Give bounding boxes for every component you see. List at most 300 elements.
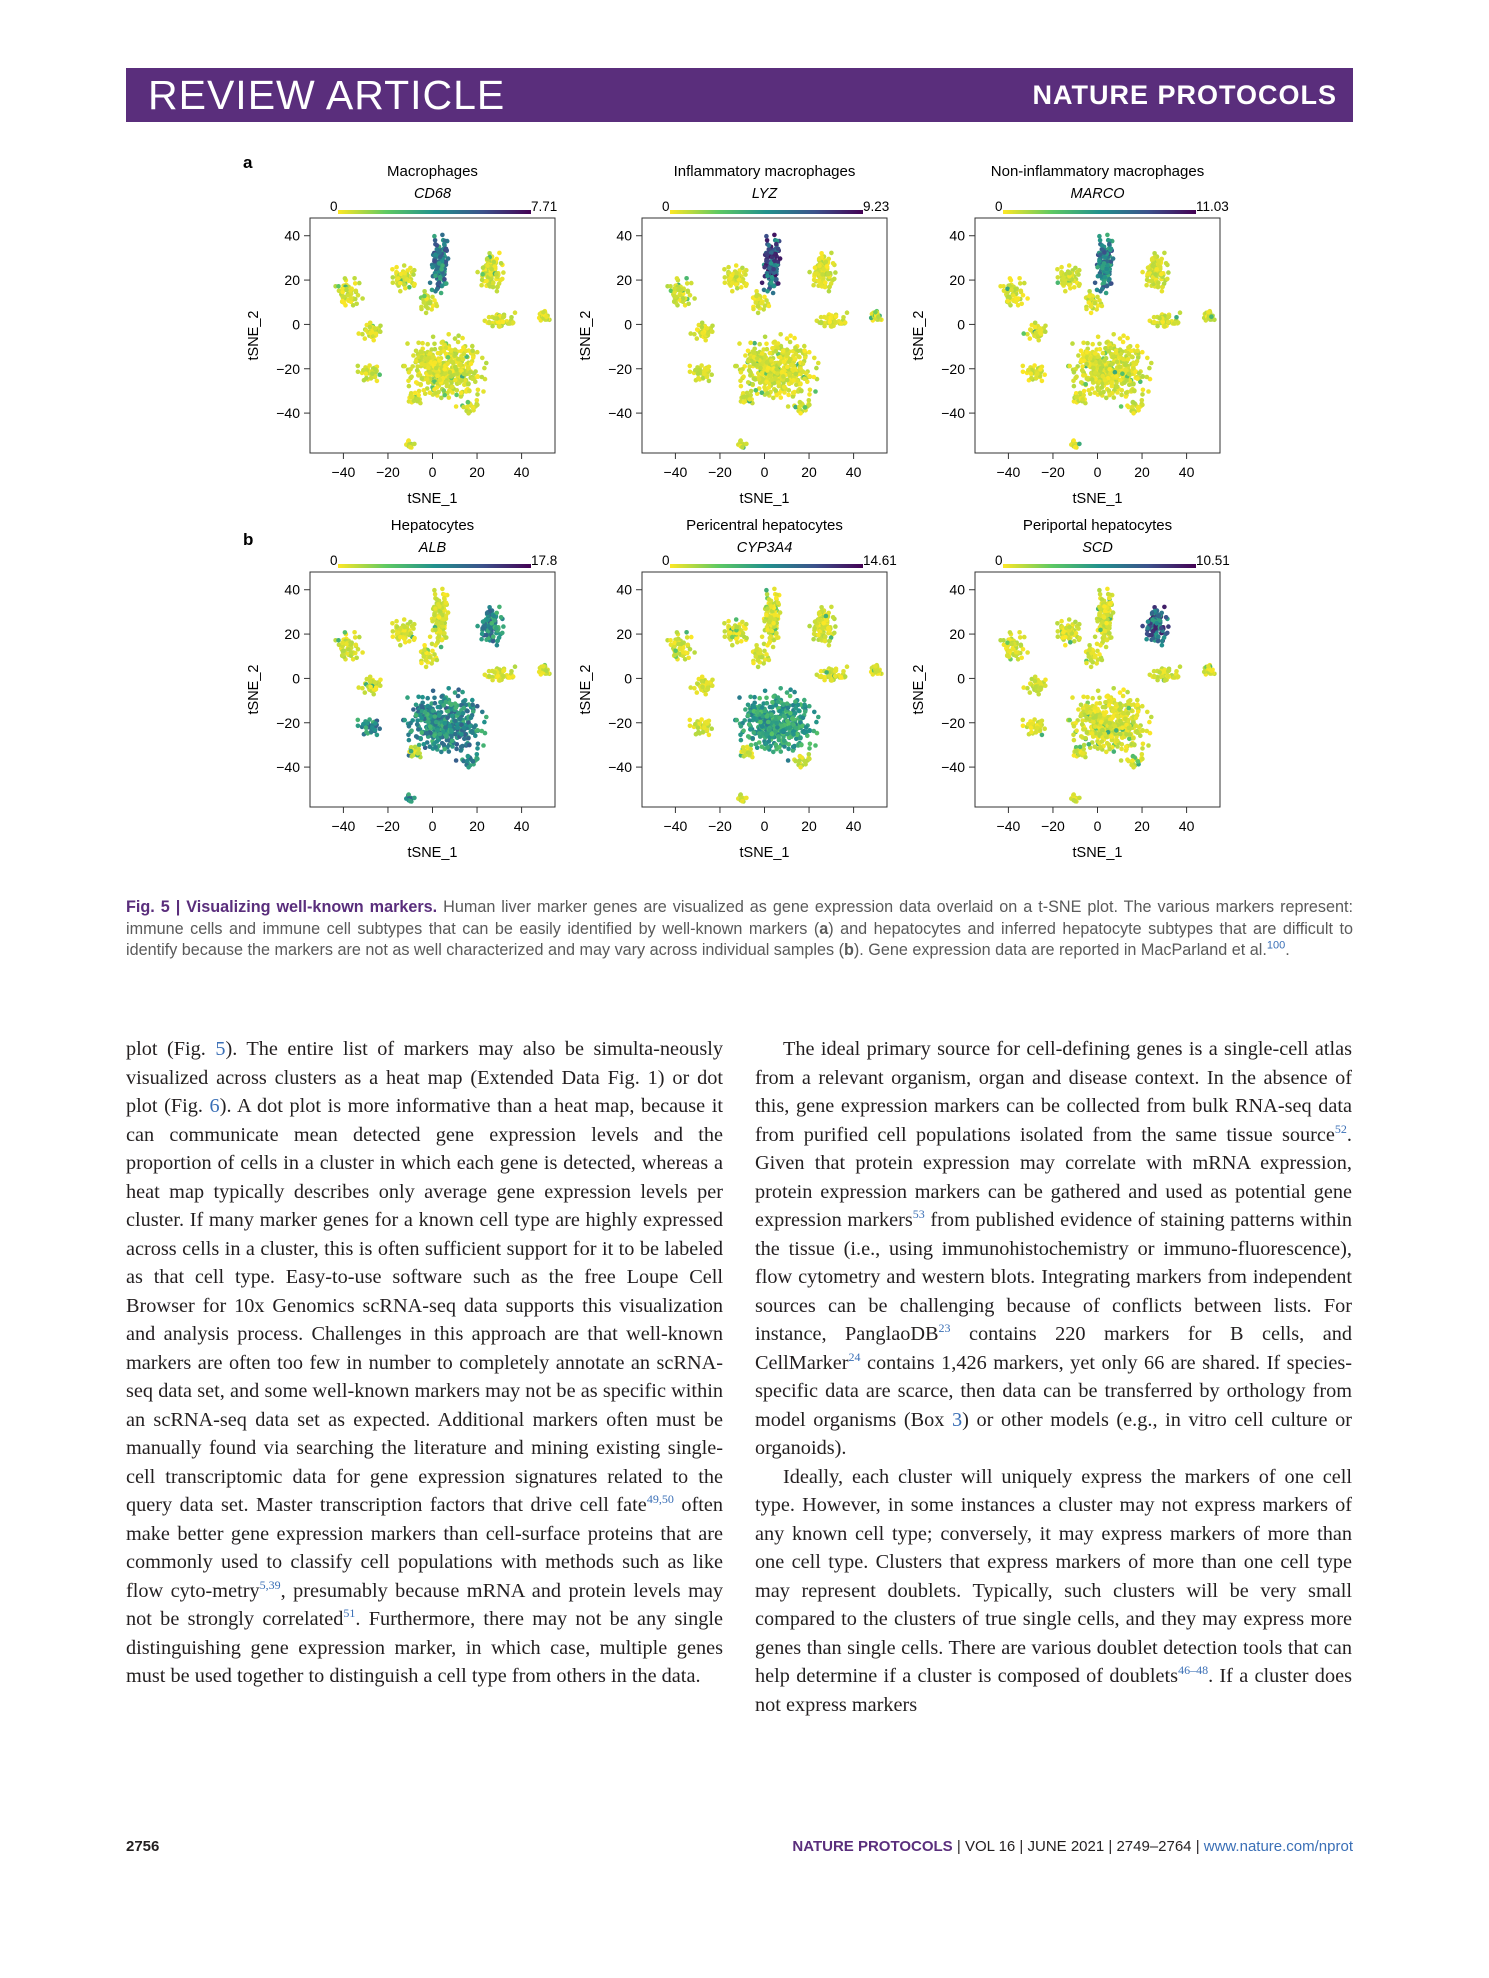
data-point bbox=[695, 336, 700, 341]
scatter-points bbox=[333, 233, 551, 450]
data-point bbox=[422, 289, 427, 294]
data-point bbox=[752, 695, 757, 700]
data-point bbox=[466, 382, 471, 387]
data-point bbox=[778, 686, 783, 691]
data-point bbox=[416, 727, 421, 732]
data-point bbox=[423, 710, 428, 715]
data-point bbox=[774, 703, 779, 708]
data-point bbox=[484, 633, 489, 638]
data-point bbox=[1130, 404, 1135, 409]
data-point bbox=[774, 367, 779, 372]
data-point bbox=[433, 714, 438, 719]
data-point bbox=[435, 266, 440, 271]
data-point bbox=[767, 304, 772, 309]
data-point bbox=[422, 648, 427, 653]
data-point bbox=[462, 726, 467, 731]
data-point bbox=[466, 411, 471, 416]
color-scale-max: 7.71 bbox=[531, 199, 558, 214]
data-point bbox=[437, 615, 442, 620]
data-point bbox=[778, 610, 783, 615]
data-point bbox=[1085, 376, 1090, 381]
data-point bbox=[391, 280, 396, 285]
data-point bbox=[812, 710, 817, 715]
data-point bbox=[407, 639, 412, 644]
data-point bbox=[487, 320, 492, 325]
data-point bbox=[1076, 272, 1081, 277]
data-point bbox=[409, 374, 414, 379]
data-point bbox=[802, 376, 807, 381]
data-point bbox=[734, 271, 739, 276]
data-point bbox=[414, 359, 419, 364]
data-point bbox=[743, 626, 748, 631]
data-point bbox=[356, 718, 361, 723]
data-point bbox=[456, 711, 461, 716]
data-point bbox=[826, 272, 831, 277]
data-point bbox=[794, 726, 799, 731]
data-point bbox=[433, 643, 438, 648]
data-point bbox=[419, 661, 424, 666]
data-point bbox=[1032, 363, 1037, 368]
data-point bbox=[734, 364, 739, 369]
data-point bbox=[765, 643, 770, 648]
data-point bbox=[813, 743, 818, 748]
data-point bbox=[1166, 320, 1171, 325]
data-point bbox=[492, 670, 497, 675]
data-point bbox=[434, 366, 439, 371]
data-point bbox=[398, 643, 403, 648]
data-point bbox=[1160, 289, 1165, 294]
data-point bbox=[767, 620, 772, 625]
scatter-points bbox=[665, 233, 883, 450]
data-point bbox=[435, 620, 440, 625]
data-point bbox=[764, 613, 769, 618]
data-point bbox=[785, 732, 790, 737]
data-point bbox=[475, 270, 480, 275]
data-point bbox=[873, 310, 878, 315]
data-point bbox=[454, 758, 459, 763]
data-point bbox=[676, 288, 681, 293]
data-point bbox=[799, 743, 804, 748]
data-point bbox=[500, 631, 505, 636]
data-point bbox=[812, 356, 817, 361]
data-point bbox=[807, 350, 812, 355]
data-point bbox=[673, 295, 678, 300]
data-point bbox=[1029, 376, 1034, 381]
x-tick-label: 0 bbox=[760, 464, 769, 480]
data-point bbox=[1131, 411, 1136, 416]
data-point bbox=[413, 745, 418, 750]
data-point bbox=[668, 638, 673, 643]
data-point bbox=[414, 380, 419, 385]
data-point bbox=[442, 393, 447, 398]
data-point bbox=[781, 349, 786, 354]
data-point bbox=[798, 382, 803, 387]
gene-label: ALB bbox=[418, 540, 447, 556]
data-point bbox=[824, 316, 829, 321]
data-point bbox=[776, 281, 781, 286]
data-point bbox=[1098, 252, 1103, 257]
data-point bbox=[1114, 349, 1119, 354]
data-point bbox=[1140, 392, 1145, 397]
data-point bbox=[1167, 314, 1172, 319]
data-point bbox=[1036, 338, 1041, 343]
data-point bbox=[1077, 268, 1082, 273]
data-point bbox=[408, 799, 413, 804]
data-point bbox=[813, 265, 818, 270]
data-point bbox=[705, 326, 710, 331]
data-point bbox=[443, 371, 448, 376]
data-point bbox=[841, 315, 846, 320]
data-point bbox=[1093, 390, 1098, 395]
data-point bbox=[768, 351, 773, 356]
data-point bbox=[435, 597, 440, 602]
data-point bbox=[446, 686, 451, 691]
data-point bbox=[433, 274, 438, 279]
data-point bbox=[364, 730, 369, 735]
data-point bbox=[1109, 247, 1114, 252]
data-point bbox=[375, 379, 380, 384]
data-point bbox=[744, 282, 749, 287]
data-point bbox=[459, 391, 464, 396]
data-point bbox=[1056, 275, 1061, 280]
x-tick-label: 40 bbox=[1178, 464, 1195, 480]
data-point bbox=[1166, 270, 1171, 275]
data-point bbox=[748, 373, 753, 378]
data-point bbox=[364, 371, 369, 376]
data-point bbox=[494, 272, 499, 277]
data-point bbox=[436, 351, 441, 356]
scatter-points bbox=[333, 587, 551, 804]
data-point bbox=[429, 661, 434, 666]
data-point bbox=[428, 301, 433, 306]
data-point bbox=[500, 277, 505, 282]
x-tick-label: 0 bbox=[428, 818, 437, 834]
data-point bbox=[747, 368, 752, 373]
data-point bbox=[705, 367, 710, 372]
data-point bbox=[1100, 266, 1105, 271]
data-point bbox=[1102, 280, 1107, 285]
data-point bbox=[760, 390, 765, 395]
data-point bbox=[758, 720, 763, 725]
data-point bbox=[356, 647, 361, 652]
data-point bbox=[1087, 300, 1092, 305]
data-point bbox=[1076, 353, 1081, 358]
data-point bbox=[741, 728, 746, 733]
x-tick-label: 20 bbox=[801, 464, 817, 480]
data-point bbox=[770, 629, 775, 634]
data-point bbox=[475, 752, 480, 757]
data-point bbox=[1118, 378, 1123, 383]
data-point bbox=[1085, 341, 1090, 346]
data-point bbox=[1087, 289, 1092, 294]
data-point bbox=[494, 626, 499, 631]
data-point bbox=[370, 725, 375, 730]
data-point bbox=[802, 348, 807, 353]
data-point bbox=[774, 349, 779, 354]
data-point bbox=[782, 739, 787, 744]
data-point bbox=[735, 286, 740, 291]
data-point bbox=[1081, 341, 1086, 346]
data-point bbox=[1127, 352, 1132, 357]
data-point bbox=[1107, 393, 1112, 398]
data-point bbox=[402, 263, 407, 268]
data-point bbox=[1090, 377, 1095, 382]
data-point bbox=[807, 270, 812, 275]
data-point bbox=[1118, 365, 1123, 370]
data-point bbox=[774, 277, 779, 282]
data-point bbox=[767, 597, 772, 602]
data-point bbox=[812, 375, 817, 380]
data-point bbox=[1140, 398, 1145, 403]
data-point bbox=[755, 356, 760, 361]
data-point bbox=[1039, 331, 1044, 336]
data-point bbox=[454, 404, 459, 409]
data-point bbox=[785, 378, 790, 383]
data-point bbox=[343, 276, 348, 281]
data-point bbox=[422, 388, 427, 393]
data-point bbox=[723, 280, 728, 285]
data-point bbox=[1209, 314, 1214, 319]
y-axis-label: tSNE_2 bbox=[578, 310, 594, 361]
data-point bbox=[710, 324, 715, 329]
data-point bbox=[416, 695, 421, 700]
data-point bbox=[497, 324, 502, 329]
data-point bbox=[1079, 380, 1084, 385]
data-point bbox=[1162, 251, 1167, 256]
data-point bbox=[439, 621, 444, 626]
data-point bbox=[1006, 295, 1011, 300]
data-point bbox=[765, 391, 770, 396]
data-point bbox=[821, 621, 826, 626]
data-point bbox=[1067, 271, 1072, 276]
data-point bbox=[747, 718, 752, 723]
data-point bbox=[432, 588, 437, 593]
data-point bbox=[448, 724, 453, 729]
data-point bbox=[488, 626, 493, 631]
data-point bbox=[832, 277, 837, 282]
data-point bbox=[396, 630, 401, 635]
data-point bbox=[845, 310, 850, 315]
data-point bbox=[1110, 362, 1115, 367]
data-point bbox=[446, 332, 451, 337]
data-point bbox=[779, 395, 784, 400]
data-point bbox=[442, 703, 447, 708]
data-point bbox=[481, 389, 486, 394]
data-point bbox=[757, 377, 762, 382]
data-point bbox=[776, 601, 781, 606]
data-point bbox=[488, 272, 493, 277]
data-point bbox=[802, 698, 807, 703]
data-point bbox=[475, 403, 480, 408]
data-point bbox=[1067, 263, 1072, 268]
data-point bbox=[449, 349, 454, 354]
data-point bbox=[765, 252, 770, 257]
data-point bbox=[420, 730, 425, 735]
data-point bbox=[767, 266, 772, 271]
data-point bbox=[745, 391, 750, 396]
data-point bbox=[791, 378, 796, 383]
data-point bbox=[449, 703, 454, 708]
data-point bbox=[492, 316, 497, 321]
data-point bbox=[772, 587, 777, 592]
color-scale-max: 14.61 bbox=[863, 553, 897, 568]
data-point bbox=[419, 704, 424, 709]
data-point bbox=[363, 336, 368, 341]
data-point bbox=[1100, 385, 1105, 390]
data-point bbox=[1165, 277, 1170, 282]
data-point bbox=[689, 281, 694, 286]
data-point bbox=[459, 378, 464, 383]
data-point bbox=[437, 280, 442, 285]
data-point bbox=[1070, 341, 1075, 346]
data-point bbox=[754, 654, 759, 659]
data-point bbox=[792, 690, 797, 695]
data-point bbox=[415, 397, 420, 402]
data-point bbox=[807, 624, 812, 629]
data-point bbox=[1152, 320, 1157, 325]
data-point bbox=[765, 714, 770, 719]
data-point bbox=[363, 690, 368, 695]
data-point bbox=[416, 341, 421, 346]
data-point bbox=[450, 385, 455, 390]
data-point bbox=[437, 634, 442, 639]
data-point bbox=[771, 645, 776, 650]
data-point bbox=[833, 270, 838, 275]
data-point bbox=[764, 652, 769, 657]
data-point bbox=[752, 730, 757, 735]
data-point bbox=[501, 624, 506, 629]
data-point bbox=[1113, 370, 1118, 375]
y-tick-label: −20 bbox=[608, 360, 632, 377]
data-point bbox=[764, 234, 769, 239]
data-point bbox=[485, 618, 490, 623]
data-point bbox=[1121, 340, 1126, 345]
data-point bbox=[1156, 285, 1161, 290]
data-point bbox=[739, 285, 744, 290]
data-point bbox=[1153, 272, 1158, 277]
data-point bbox=[415, 751, 420, 756]
data-point bbox=[1080, 368, 1085, 373]
data-point bbox=[776, 247, 781, 252]
data-point bbox=[467, 389, 472, 394]
data-point bbox=[1103, 378, 1108, 383]
data-point bbox=[746, 734, 751, 739]
data-point bbox=[433, 289, 438, 294]
data-point bbox=[756, 304, 761, 309]
data-point bbox=[760, 655, 765, 660]
data-point bbox=[378, 329, 383, 334]
data-point bbox=[428, 655, 433, 660]
journal-name-label: NATURE PROTOCOLS bbox=[1032, 80, 1337, 110]
data-point bbox=[1150, 264, 1155, 269]
data-point bbox=[1093, 301, 1098, 306]
data-point bbox=[730, 289, 735, 294]
data-point bbox=[442, 367, 447, 372]
data-point bbox=[754, 643, 759, 648]
data-point bbox=[429, 307, 434, 312]
data-point bbox=[1104, 291, 1109, 296]
data-point bbox=[1112, 395, 1117, 400]
data-point bbox=[771, 267, 776, 272]
y-tick-label: 0 bbox=[292, 316, 300, 333]
data-point bbox=[435, 385, 440, 390]
plot-title: Hepatocytes bbox=[390, 517, 475, 534]
data-point bbox=[707, 379, 712, 384]
data-point bbox=[775, 371, 780, 376]
data-point bbox=[495, 289, 500, 294]
data-point bbox=[432, 342, 437, 347]
data-point bbox=[688, 364, 693, 369]
data-point bbox=[801, 716, 806, 721]
data-point bbox=[409, 728, 414, 733]
data-point bbox=[1109, 281, 1114, 286]
data-point bbox=[739, 384, 744, 389]
data-point bbox=[781, 374, 786, 379]
data-point bbox=[747, 722, 752, 727]
data-point bbox=[435, 728, 440, 733]
data-point bbox=[437, 712, 442, 717]
data-point bbox=[803, 405, 808, 410]
data-point bbox=[453, 719, 458, 724]
data-point bbox=[491, 639, 496, 644]
data-point bbox=[454, 706, 459, 711]
data-point bbox=[751, 362, 756, 367]
data-point bbox=[760, 370, 765, 375]
color-scale-min: 0 bbox=[662, 199, 670, 214]
data-point bbox=[1140, 403, 1145, 408]
data-point bbox=[420, 695, 425, 700]
data-point bbox=[1056, 280, 1061, 285]
data-point bbox=[447, 749, 452, 754]
data-point bbox=[373, 680, 378, 685]
data-point bbox=[391, 629, 396, 634]
data-point bbox=[422, 294, 427, 299]
data-point bbox=[814, 720, 819, 725]
data-point bbox=[791, 391, 796, 396]
data-point bbox=[475, 398, 480, 403]
gene-label: CD68 bbox=[413, 186, 452, 202]
data-point bbox=[349, 650, 354, 655]
data-point bbox=[1111, 332, 1116, 337]
data-point bbox=[390, 621, 395, 626]
data-point bbox=[1083, 382, 1088, 387]
data-point bbox=[686, 643, 691, 648]
color-scale-bar bbox=[338, 564, 531, 568]
data-point bbox=[821, 267, 826, 272]
y-tick-label: 40 bbox=[616, 227, 632, 244]
data-point bbox=[453, 365, 458, 370]
x-tick-label: −40 bbox=[996, 464, 1021, 480]
data-point bbox=[1001, 284, 1006, 289]
data-point bbox=[767, 385, 772, 390]
data-point bbox=[371, 338, 376, 343]
data-point bbox=[831, 261, 836, 266]
scatter-points bbox=[665, 587, 883, 804]
color-scale-max: 9.23 bbox=[863, 199, 890, 214]
y-tick-label: 20 bbox=[284, 626, 300, 643]
data-point bbox=[408, 620, 413, 625]
data-point bbox=[760, 744, 765, 749]
data-point bbox=[398, 289, 403, 294]
data-point bbox=[412, 796, 417, 801]
data-point bbox=[1089, 311, 1094, 316]
data-point bbox=[368, 325, 373, 330]
data-point bbox=[1124, 391, 1129, 396]
data-point bbox=[449, 728, 454, 733]
data-point bbox=[1119, 352, 1124, 357]
data-point bbox=[438, 275, 443, 280]
data-point bbox=[781, 703, 786, 708]
